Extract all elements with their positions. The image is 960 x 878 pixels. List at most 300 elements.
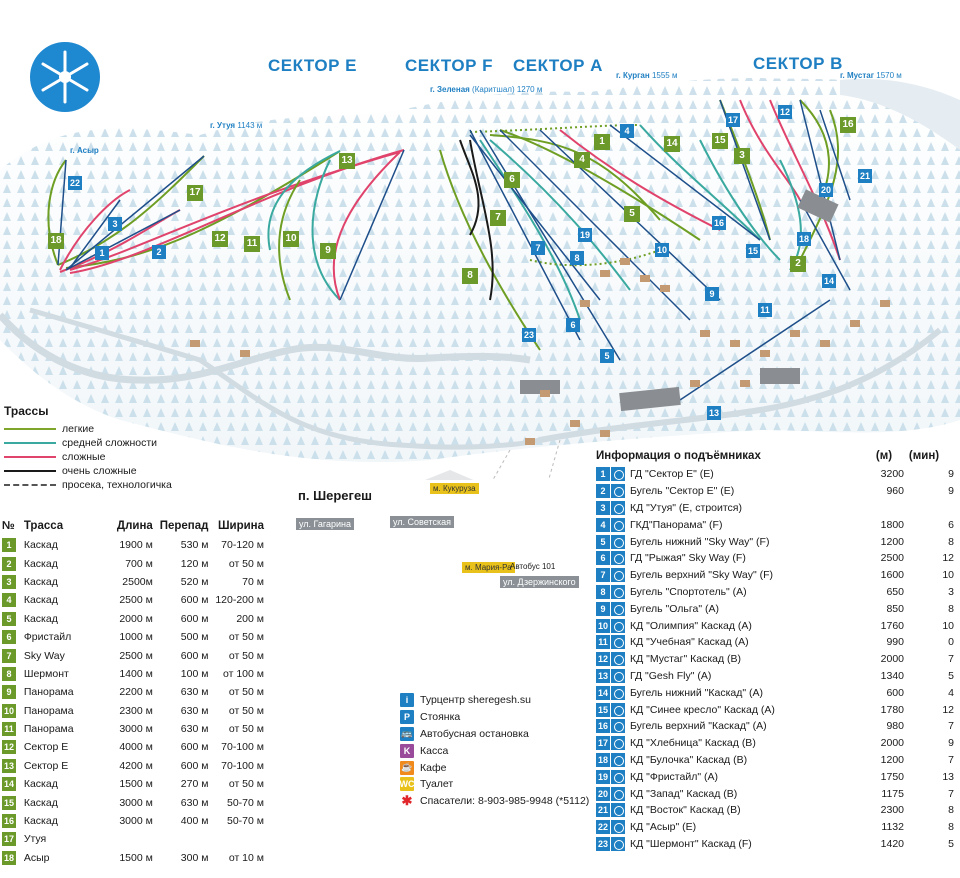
lift-length: 1340: [880, 669, 904, 682]
trail-number-badge: 11: [2, 722, 16, 736]
lift-name: Бугель "Ольга" (А): [630, 602, 719, 615]
trail-length: 1500 м: [119, 851, 153, 864]
trail-length: 4200 м: [119, 759, 153, 772]
table-row: [2, 738, 264, 756]
trail-drop: 630 м: [180, 796, 209, 809]
trail-drop: 630 м: [180, 723, 209, 736]
sector-f-label: СЕКТОР F: [405, 56, 494, 75]
trail-drop: 530 м: [180, 539, 209, 552]
table-row: [596, 668, 958, 685]
lift-minutes: 5: [948, 837, 954, 850]
trail-drop: 300 м: [180, 851, 209, 864]
legend-label: просека, технологичка: [62, 479, 172, 491]
trail-width: от 50 м: [228, 649, 264, 662]
legend-item: [4, 450, 204, 464]
legend-label: очень сложные: [62, 465, 137, 477]
legend-item: [4, 478, 204, 492]
trail-length: 2500м: [122, 575, 153, 588]
trail-number-badge: 10: [3, 705, 14, 716]
map-lift-marker[interactable]: 23: [523, 330, 534, 340]
legend-item: [4, 422, 204, 436]
table-row: [2, 757, 264, 775]
lift-minutes: 8: [948, 804, 954, 817]
info-icon: i: [400, 693, 414, 707]
lift-minutes: 8: [948, 821, 954, 834]
legend-label: средней сложности: [62, 437, 158, 449]
table-row: [596, 516, 958, 533]
trail-name: Утуя: [23, 833, 47, 846]
trail-name: Sky Way: [23, 649, 65, 662]
legend-line-icon: [4, 442, 56, 444]
lift-minutes: 12: [942, 552, 954, 565]
lift-minutes: 9: [948, 485, 954, 498]
trail-width: от 100 м: [223, 667, 264, 680]
lift-length: 3200: [880, 468, 904, 481]
lift-number-badge: 5: [596, 535, 610, 549]
toilet-icon: WC: [399, 779, 415, 790]
trail-number-badge: 12: [3, 742, 14, 753]
trails-table-header: [2, 516, 264, 536]
map-lift-marker[interactable]: 3: [108, 217, 122, 231]
trail-number-badge: 1: [2, 538, 16, 552]
trail-width: от 50 м: [228, 631, 264, 644]
trail-number-badge: 17: [3, 834, 14, 845]
trail-width: 50-70 м: [227, 815, 264, 828]
map-trail-marker[interactable]: 12: [212, 231, 228, 247]
map-lift-marker[interactable]: 1: [95, 246, 109, 260]
table-row: [2, 536, 264, 554]
lift-length: 2000: [880, 737, 904, 750]
trail-width: 70-100 м: [221, 759, 264, 772]
lift-length: 960: [886, 485, 904, 498]
service-item: [400, 726, 589, 743]
table-row: [596, 567, 958, 584]
lift-minutes: 10: [942, 619, 954, 632]
trails-table: [2, 516, 264, 867]
trail-width: от 50 м: [228, 557, 264, 570]
trail-drop: 600 м: [180, 594, 209, 607]
service-item: [400, 742, 589, 759]
lift-name: КД "Хлебница" Каскад (В): [630, 737, 756, 750]
trail-length: 2300 м: [119, 704, 153, 717]
service-item: [400, 759, 589, 776]
map-lift-marker[interactable]: 10: [656, 245, 667, 255]
lift-number-badge: 9: [596, 602, 610, 616]
trail-drop: 600 м: [180, 741, 209, 754]
lift-minutes: 3: [948, 585, 954, 598]
map-trail-marker[interactable]: 8: [462, 268, 478, 284]
service-label: Стоянка: [420, 711, 461, 724]
lift-number-badge: 20: [597, 788, 608, 799]
table-row: [2, 720, 264, 738]
trail-drop: 600 м: [180, 649, 209, 662]
trail-length: 700 м: [125, 557, 153, 570]
lift-minutes: 9: [948, 737, 954, 750]
lift-length: 1760: [880, 619, 904, 632]
lift-icon: [611, 719, 625, 733]
map-lift-marker[interactable]: 15: [747, 246, 758, 256]
trail-length: 1900 м: [119, 539, 153, 552]
lift-icon: [611, 820, 625, 834]
table-row: [2, 849, 264, 867]
map-trail-marker[interactable]: 4: [574, 152, 590, 168]
peak-asyr-label: г. Асыр: [70, 146, 99, 155]
cafe-icon: ☕: [400, 761, 414, 775]
table-row: [596, 718, 958, 735]
trail-drop: 270 м: [180, 778, 209, 791]
table-row: [596, 819, 958, 836]
lifts-table-header: [596, 446, 958, 466]
trail-drop: 100 м: [180, 667, 209, 680]
map-trail-marker[interactable]: 6: [504, 172, 520, 188]
map-trail-marker[interactable]: 7: [490, 210, 506, 226]
lift-name: КД "Запад" Каскад (В): [630, 787, 738, 800]
peak-zelenaya-label: г. Зеленая (Каритшал) 1270 м: [430, 85, 543, 94]
table-row: [596, 785, 958, 802]
lift-minutes: 7: [948, 753, 954, 766]
trail-number-badge: 5: [2, 612, 16, 626]
table-row: [596, 735, 958, 752]
trail-width: 70-120 м: [221, 539, 264, 552]
lift-number-badge: 16: [597, 721, 608, 732]
lift-icon: [611, 518, 625, 532]
legend-item: [4, 464, 204, 478]
table-row: [2, 812, 264, 830]
trail-drop: 520 м: [180, 575, 209, 588]
map-lift-marker[interactable]: 11: [758, 303, 772, 317]
trail-drop: 630 м: [180, 704, 209, 717]
lift-number-badge: 10: [597, 620, 608, 631]
header-trail: Трасса: [23, 520, 64, 532]
legend-line-icon: [4, 428, 56, 430]
map-trail-marker[interactable]: 9: [320, 243, 336, 259]
trail-name: Шермонт: [23, 667, 69, 680]
service-item: [400, 793, 589, 810]
trail-name: Каскад: [23, 778, 58, 791]
sector-b-label: СЕКТОР В: [753, 54, 843, 73]
map-trail-marker[interactable]: 3: [734, 148, 750, 164]
lift-number-badge: 18: [597, 754, 608, 765]
lift-icon: [611, 686, 625, 700]
lift-number-badge: 22: [597, 822, 608, 833]
village-title: п. Шерегеш: [298, 488, 373, 503]
trail-length: 2500 м: [119, 649, 153, 662]
trail-number-badge: 7: [2, 649, 16, 663]
table-row: [596, 617, 958, 634]
trail-number-badge: 13: [3, 760, 14, 771]
table-row: [2, 591, 264, 609]
lift-name: ГД "Рыжая" Sky Way (F): [630, 552, 746, 565]
table-row: [2, 610, 264, 628]
lift-minutes: 12: [942, 703, 954, 716]
map-lift-marker[interactable]: 8: [570, 251, 584, 265]
lift-minutes: 4: [948, 686, 954, 699]
map-trail-marker[interactable]: 5: [624, 206, 640, 222]
rescue-icon: ✱: [401, 793, 413, 809]
lifts-title: Информация о подъёмниках: [596, 450, 761, 462]
resort-logo: [30, 42, 100, 112]
lift-length: 2300: [880, 804, 904, 817]
trail-name: Каскад: [23, 815, 58, 828]
header-num: №: [2, 520, 15, 532]
lift-length: 1800: [880, 518, 904, 531]
lift-name: КД "Булочка" Каскад (В): [630, 753, 748, 766]
table-row: [596, 836, 958, 853]
trail-length: 3000 м: [119, 796, 153, 809]
trail-drop: 120 м: [180, 557, 209, 570]
legend-line-icon: [4, 484, 56, 486]
map-trail-marker[interactable]: 14: [664, 136, 680, 152]
lift-number-badge: 12: [597, 654, 608, 665]
trail-name: Панорама: [23, 686, 74, 699]
trail-number-badge: 3: [2, 575, 16, 589]
trail-name: Панорама: [23, 704, 74, 717]
village-bus-101: Автобус 101: [510, 562, 556, 571]
lift-number-badge: 21: [597, 805, 608, 816]
trail-drop: 500 м: [180, 631, 209, 644]
trail-length: 1000 м: [119, 631, 153, 644]
lift-length: 1200: [880, 753, 904, 766]
lift-icon: [611, 753, 625, 767]
lift-number-badge: 1: [596, 467, 610, 481]
map-lift-marker[interactable]: 12: [779, 107, 790, 117]
lift-name: КД "Мустаг" Каскад (В): [630, 653, 742, 666]
trail-number-badge: 15: [3, 797, 14, 808]
map-lift-marker[interactable]: 19: [579, 230, 590, 240]
lift-name: КД "Синее кресло" Каскад (А): [630, 703, 775, 716]
lifts-table: [596, 446, 958, 852]
lift-number-badge: 15: [597, 704, 608, 715]
village-place-kukuruza: м. Кукуруза: [430, 483, 479, 494]
lift-length: 1420: [880, 837, 904, 850]
table-row: [596, 752, 958, 769]
lift-minutes: 8: [948, 602, 954, 615]
service-label: Автобусная остановка: [420, 727, 529, 740]
parking-icon: P: [400, 710, 414, 724]
lift-number-badge: 4: [596, 518, 610, 532]
map-trail-marker[interactable]: 1: [594, 134, 610, 150]
table-row: [596, 684, 958, 701]
map-lift-marker[interactable]: 22: [69, 178, 80, 188]
lift-number-badge: 13: [597, 670, 608, 681]
lift-icon: [611, 837, 625, 851]
legend-label: легкие: [62, 423, 95, 435]
map-trail-marker[interactable]: 15: [712, 133, 728, 149]
map-lift-marker[interactable]: 16: [713, 218, 724, 228]
lift-number-badge: 19: [597, 771, 608, 782]
lift-icon: [611, 602, 625, 616]
trail-drop: 600 м: [180, 612, 209, 625]
trail-name: Каскад: [23, 557, 58, 570]
lift-icon: [611, 669, 625, 683]
lift-length: 2500: [880, 552, 904, 565]
service-label: Кафе: [420, 761, 447, 774]
trail-width: 200 м: [236, 612, 264, 625]
map-trail-marker[interactable]: 2: [790, 256, 806, 272]
trail-drop: 400 м: [180, 815, 209, 828]
map-lift-marker[interactable]: 13: [708, 408, 719, 418]
sheregesh-village-area: [300, 470, 590, 480]
lift-icon: [611, 551, 625, 565]
trail-width: 120-200 м: [215, 594, 264, 607]
lifts-col-minutes: (мин): [908, 450, 940, 462]
table-row: [596, 584, 958, 601]
village-street-dzerzhinskogo: ул. Дзержинского: [500, 576, 579, 588]
lift-length: 1750: [880, 770, 904, 783]
map-trail-marker[interactable]: 11: [244, 236, 260, 252]
peak-mustag-label: г. Мустаг 1570 м: [840, 71, 902, 80]
trail-length: 2000 м: [119, 612, 153, 625]
trail-number-badge: 8: [2, 667, 16, 681]
table-row: [596, 802, 958, 819]
sector-a-label: СЕКТОР А: [513, 56, 603, 75]
trail-number-badge: 6: [2, 630, 16, 644]
trail-name: Каскад: [23, 539, 58, 552]
lifts-col-length: (м): [875, 450, 893, 462]
legend-line-icon: [4, 456, 56, 458]
lift-minutes: 7: [948, 653, 954, 666]
trail-length: 3000 м: [119, 723, 153, 736]
trail-length: 3000 м: [119, 815, 153, 828]
trail-name: Асыр: [23, 851, 50, 864]
snowflake-ski-icon: [30, 42, 100, 112]
map-lift-marker[interactable]: 5: [600, 349, 614, 363]
lift-length: 850: [886, 602, 904, 615]
lift-minutes: 6: [948, 518, 954, 531]
legend-item: [4, 436, 204, 450]
map-lift-marker[interactable]: 4: [620, 124, 634, 138]
map-trail-marker[interactable]: 17: [187, 185, 203, 201]
lift-number-badge: 14: [597, 687, 608, 698]
lift-length: 650: [886, 585, 904, 598]
lift-icon: [611, 770, 625, 784]
map-lift-marker[interactable]: 2: [152, 245, 166, 259]
lift-name: КД "Учебная" Каскад (А): [630, 636, 749, 649]
table-row: [2, 775, 264, 793]
table-row: [2, 683, 264, 701]
lift-name: ГД "Gesh Fly" (А): [630, 669, 712, 682]
map-lift-marker[interactable]: 18: [798, 234, 809, 244]
lift-number-badge: 6: [596, 551, 610, 565]
service-item: [400, 709, 589, 726]
table-row: [596, 483, 958, 500]
trail-drop: 600 м: [180, 759, 209, 772]
trail-name: Сектор Е: [23, 741, 69, 754]
lift-length: 1200: [880, 535, 904, 548]
lift-number-badge: 23: [597, 838, 608, 849]
table-row: [2, 830, 264, 848]
trail-number-badge: 14: [3, 779, 14, 790]
lift-name: Бугель верхний "Sky Way" (F): [630, 569, 774, 582]
map-lift-marker[interactable]: 21: [859, 171, 870, 181]
village-place-mariya-ra: м. Мария-Ра: [462, 562, 515, 573]
header-length: Длина: [116, 520, 153, 532]
parking-lot: [760, 368, 800, 384]
trail-name: Каскад: [23, 594, 58, 607]
lift-icon: [611, 703, 625, 717]
lift-icon: [611, 484, 625, 498]
table-row: [2, 702, 264, 720]
peak-kurgan-label: г. Курган 1555 м: [616, 71, 678, 80]
lift-name: Бугель верхний "Каскад" (А): [630, 720, 767, 733]
trail-width: от 50 м: [228, 778, 264, 791]
lift-icon: [611, 635, 625, 649]
trail-number-badge: 18: [3, 852, 14, 863]
table-row: [2, 646, 264, 664]
lift-name: Бугель нижний "Sky Way" (F): [630, 535, 770, 548]
lift-number-badge: 17: [597, 738, 608, 749]
ticket-office-icon: K: [400, 744, 414, 758]
trail-number-badge: 2: [2, 557, 16, 571]
lift-minutes: 7: [948, 720, 954, 733]
service-item: [400, 692, 589, 709]
lift-length: 990: [886, 636, 904, 649]
trail-width: 70-100 м: [221, 741, 264, 754]
table-row: [596, 768, 958, 785]
map-lift-marker[interactable]: 17: [727, 115, 738, 125]
map-lift-marker[interactable]: 7: [531, 241, 545, 255]
lift-length: 600: [886, 686, 904, 699]
map-trail-marker[interactable]: 18: [48, 233, 64, 249]
trail-name: Каскад: [23, 796, 58, 809]
lift-name: КД "Фристайл" (А): [630, 770, 718, 783]
lift-number-badge: 8: [596, 585, 610, 599]
lift-number-badge: 3: [596, 501, 610, 515]
trail-width: от 50 м: [228, 704, 264, 717]
lift-name: КД "Восток" Каскад (В): [630, 804, 741, 817]
table-row: [596, 550, 958, 567]
map-lift-marker[interactable]: 9: [705, 287, 719, 301]
table-row: [596, 701, 958, 718]
lift-icon: [611, 803, 625, 817]
lift-length: 1600: [880, 569, 904, 582]
header-drop: Перепад: [159, 520, 209, 532]
trail-number-badge: 16: [3, 816, 14, 827]
lift-minutes: 0: [948, 636, 954, 649]
map-trail-marker[interactable]: 13: [339, 153, 355, 169]
trail-length: 2500 м: [119, 594, 153, 607]
trail-number-badge: 9: [2, 685, 16, 699]
service-label: Спасатели: 8-903-985-9948 (*5112): [420, 795, 590, 808]
lift-length: 1780: [880, 703, 904, 716]
trail-width: от 50 м: [228, 723, 264, 736]
table-row: [2, 793, 264, 811]
lift-name: ГД "Сектор Е" (Е): [630, 468, 714, 481]
lift-minutes: 8: [948, 535, 954, 548]
map-trail-marker[interactable]: 16: [840, 117, 856, 133]
lift-number-badge: 2: [596, 484, 610, 498]
trail-name: Каскад: [23, 575, 58, 588]
map-trail-marker[interactable]: 10: [283, 231, 299, 247]
sector-e-label: СЕКТОР Е: [268, 56, 357, 75]
trail-length: 1500 м: [119, 778, 153, 791]
map-lift-marker[interactable]: 14: [823, 276, 834, 286]
trail-number-badge: 4: [2, 593, 16, 607]
map-lift-marker[interactable]: 6: [566, 318, 580, 332]
lift-name: Бугель нижний "Каскад" (А): [630, 686, 764, 699]
service-label: Турцентр sheregesh.su: [420, 694, 531, 707]
lift-minutes: 5: [948, 669, 954, 682]
lift-icon: [611, 736, 625, 750]
trail-drop: 630 м: [180, 686, 209, 699]
service-label: Туалет: [420, 778, 454, 791]
lift-name: КД "Асыр" (Е): [630, 821, 697, 834]
lift-icon: [611, 585, 625, 599]
services-legend: [400, 692, 589, 810]
trail-width: 50-70 м: [227, 796, 264, 809]
lift-minutes: 13: [942, 770, 954, 783]
map-lift-marker[interactable]: 20: [820, 185, 831, 195]
